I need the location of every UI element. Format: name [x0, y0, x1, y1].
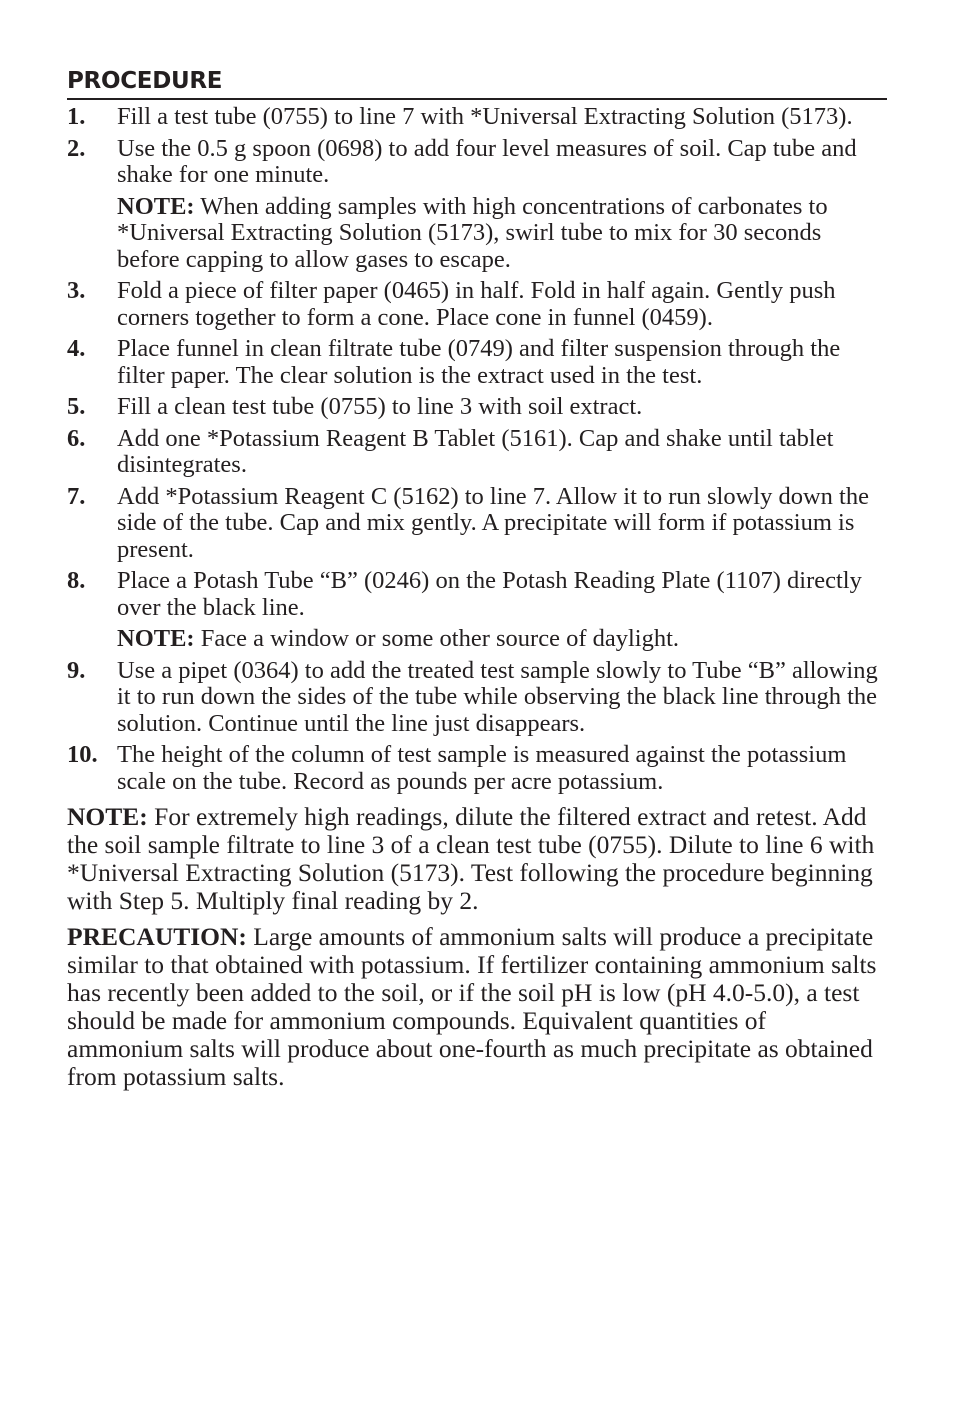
step-number: 6.	[67, 424, 86, 452]
procedure-step	[67, 104, 887, 131]
procedure-step	[67, 658, 887, 738]
document-page	[67, 66, 887, 1091]
procedure-step	[67, 426, 887, 479]
step-text: Add *Potassium Reagent C (5162) to line 7. Allow it to run slowly down the side of the tube. Cap and mix gently. A precipitate will form if potassium is present.	[117, 482, 869, 563]
section-heading: PROCEDURE	[67, 66, 887, 100]
step-number: 8.	[67, 567, 86, 594]
procedure-step	[67, 336, 887, 389]
step-note-text: When adding samples with high concentrations of carbonates to *Universal Extracting Solution (5173), swirl tube to mix for 30 seconds before capping to allow gases to escape.	[117, 192, 828, 273]
step-number: 7.	[67, 482, 86, 510]
procedure-step	[67, 394, 887, 421]
step-number: 3.	[67, 277, 86, 304]
step-number: 4.	[67, 335, 86, 362]
step-text: Fill a clean test tube (0755) to line 3 with soil extract.	[117, 393, 643, 420]
step-number: 1.	[67, 103, 86, 130]
note-label: NOTE:	[67, 802, 148, 831]
procedure-step	[67, 136, 887, 274]
procedure-steps	[67, 104, 887, 795]
step-note	[117, 626, 887, 653]
procedure-step	[67, 278, 887, 331]
step-number: 10.	[67, 741, 98, 768]
step-note-label: NOTE:	[117, 625, 195, 652]
procedure-step	[67, 484, 887, 564]
precaution-text: Large amounts of ammonium salts will produce a precipitate similar to that obtained with potassium. If fertilizer containing ammonium salts has recently been added to the soil, or if the soil pH is low (pH 4.0-5.0), a test should be made for ammonium compounds. Equivalent quantities of ammonium salts will produce about one-fourth as much precipitate as obtained from potassium salts.	[67, 922, 877, 1091]
step-note-label: NOTE:	[117, 192, 195, 220]
step-number: 5.	[67, 393, 86, 420]
note-text: For extremely high readings, dilute the filtered extract and retest. Add the soil sample filtrate to line 3 of a clean test tube (0755). Dilute to line 6 with *Universal Extracting Solution (5173). Test following the procedure beginning with Step 5. Multiply final reading by 2.	[67, 802, 875, 915]
step-number: 2.	[67, 134, 86, 162]
procedure-step	[67, 568, 887, 653]
step-note-text: Face a window or some other source of daylight.	[194, 625, 680, 652]
note-paragraph	[67, 803, 887, 915]
step-number: 9.	[67, 656, 86, 684]
step-text: The height of the column of test sample is measured against the potassium scale on the tube. Record as pounds per acre potassium.	[117, 741, 847, 795]
step-text: Place funnel in clean filtrate tube (0749) and filter suspension through the filter paper. The clear solution is the extract used in the test.	[117, 335, 841, 389]
procedure-step	[67, 742, 887, 795]
step-text: Fill a test tube (0755) to line 7 with *Universal Extracting Solution (5173).	[117, 103, 853, 130]
step-text: Use the 0.5 g spoon (0698) to add four level measures of soil. Cap tube and shake for one minute.	[117, 134, 857, 188]
step-text: Place a Potash Tube “B” (0246) on the Potash Reading Plate (1107) directly over the black line.	[117, 567, 862, 621]
precaution-label: PRECAUTION:	[67, 922, 247, 951]
precaution-paragraph	[67, 923, 887, 1091]
step-note	[117, 194, 887, 274]
step-text: Add one *Potassium Reagent B Tablet (5161). Cap and shake until tablet disintegrates.	[117, 424, 834, 478]
step-text: Fold a piece of filter paper (0465) in half. Fold in half again. Gently push corners together to form a cone. Place cone in funnel (0459).	[117, 277, 836, 331]
step-text: Use a pipet (0364) to add the treated test sample slowly to Tube “B” allowing it to run down the sides of the tube while observing the black line through the solution. Continue until the line just disappears.	[117, 656, 878, 737]
